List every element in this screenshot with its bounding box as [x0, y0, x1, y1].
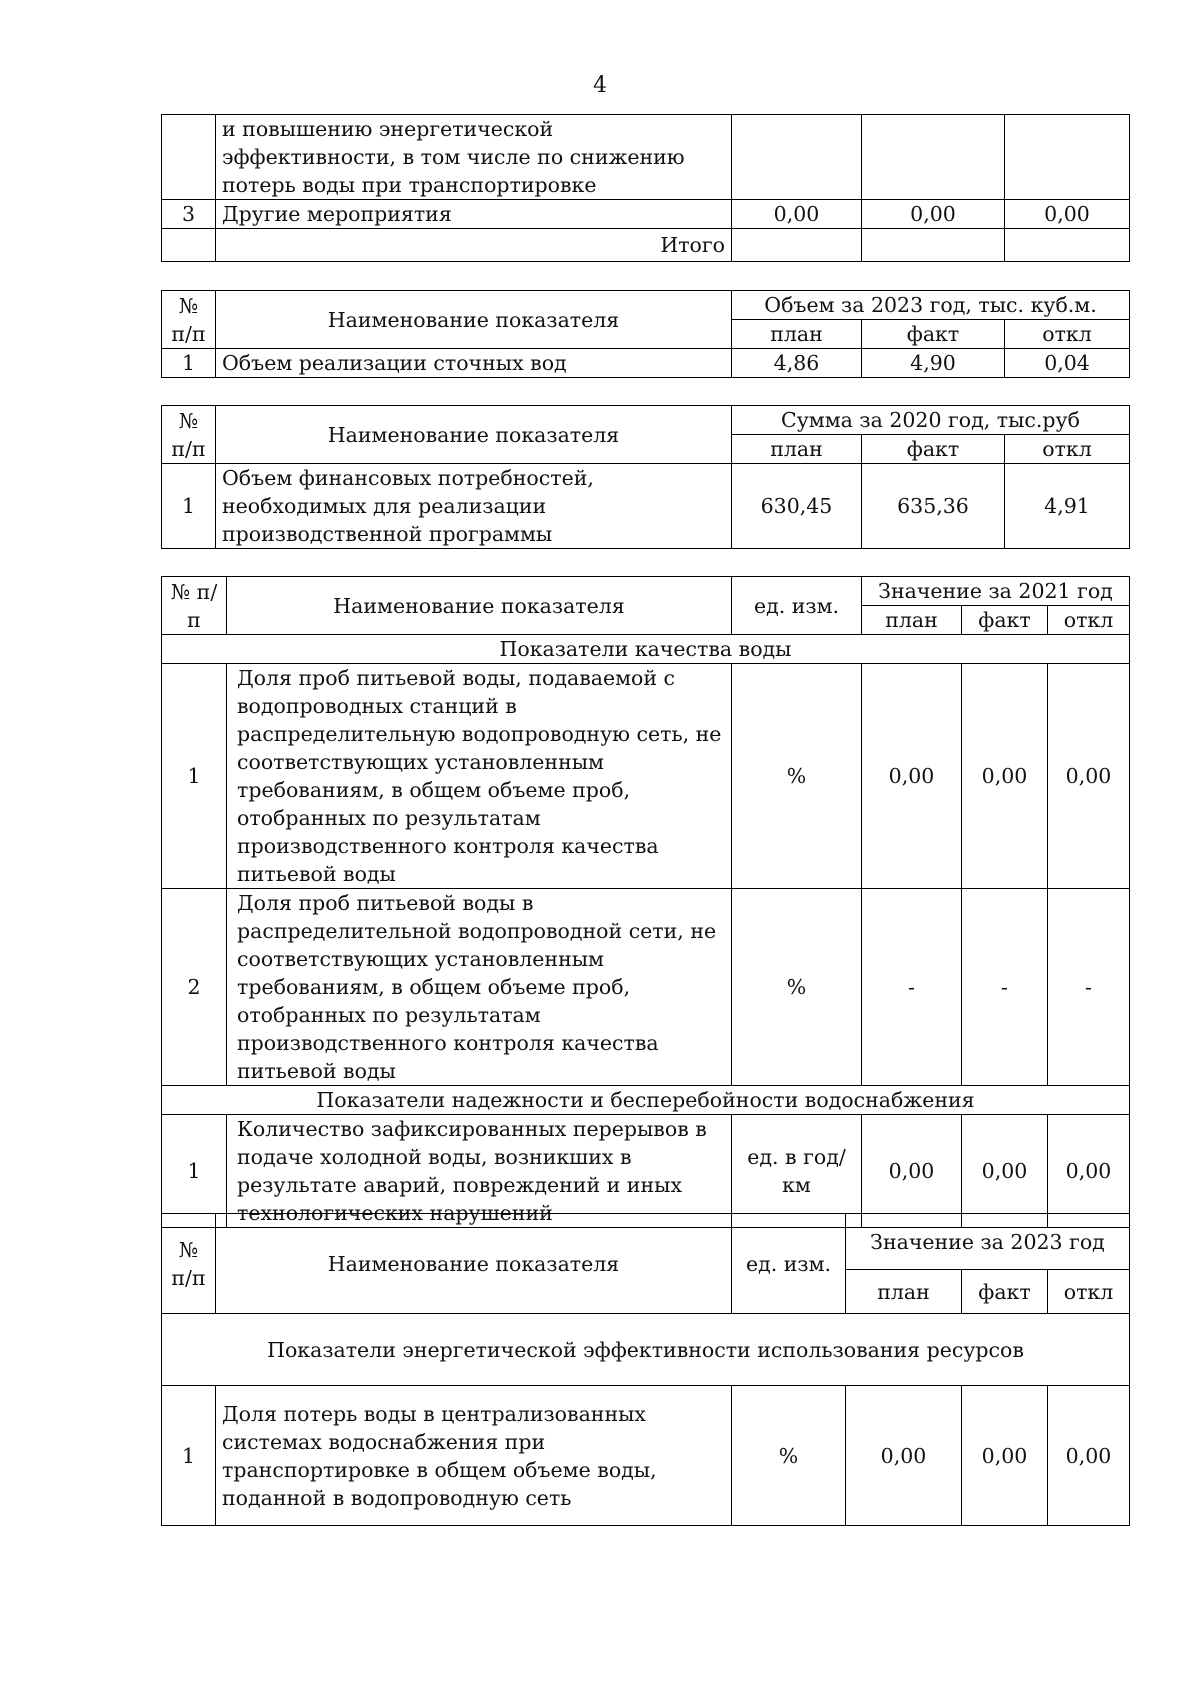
plan-value: 630,45	[732, 464, 862, 549]
header-row	[162, 1214, 1130, 1270]
plan-value: -	[862, 889, 962, 1086]
table-row	[162, 115, 1130, 200]
unit-value: %	[732, 664, 862, 889]
section-row	[162, 635, 1130, 664]
table-row	[162, 664, 1130, 889]
measures-table	[161, 114, 1130, 262]
measure-name: и повышению энергетической эффективности, в том числе по снижению потерь воды при транспортировке	[216, 115, 732, 200]
section-row	[162, 1314, 1130, 1386]
row-number: 3	[162, 200, 216, 229]
header-row	[162, 406, 1130, 435]
header-plan: план	[732, 320, 862, 349]
header-num: № п/п	[162, 1214, 216, 1314]
table-row	[162, 1115, 1130, 1228]
table-row	[162, 464, 1130, 549]
fact-value: 0,00	[962, 1386, 1048, 1526]
value-cell	[1005, 229, 1130, 262]
row-number: 1	[162, 349, 216, 378]
row-number: 1	[162, 664, 227, 889]
value-cell	[862, 229, 1005, 262]
row-number: 2	[162, 889, 227, 1086]
header-name: Наименование показателя	[227, 577, 732, 635]
header-row	[162, 577, 1130, 606]
plan-value: 0,00	[846, 1386, 962, 1526]
header-group: Значение за 2023 год	[846, 1214, 1130, 1270]
financial-needs-table	[161, 405, 1130, 549]
header-num: № п/п	[162, 291, 216, 349]
header-plan: план	[862, 606, 962, 635]
header-fact: факт	[962, 1270, 1048, 1314]
header-deviation: откл	[1048, 606, 1130, 635]
section-row	[162, 1086, 1130, 1115]
section-title: Показатели энергетической эффективности использования ресурсов	[162, 1314, 1130, 1386]
indicator-name: Доля проб питьевой воды в распределительной водопроводной сети, не соответствующих установленным требованиям, в общем объеме проб, отобранных по результатам производственного контроля качества питьевой воды	[227, 889, 732, 1086]
value-cell: 0,00	[1005, 200, 1130, 229]
header-plan: план	[846, 1270, 962, 1314]
table-row	[162, 1386, 1130, 1526]
fact-value: 0,00	[962, 664, 1048, 889]
row-number: 1	[162, 1386, 216, 1526]
header-group: Объем за 2023 год, тыс. куб.м.	[732, 291, 1130, 320]
table-row	[162, 229, 1130, 262]
header-unit: ед. изм.	[732, 1214, 846, 1314]
indicator-name: Объем финансовых потребностей, необходимых для реализации производственной программы	[216, 464, 732, 549]
row-number	[162, 229, 216, 262]
value-cell	[1005, 115, 1130, 200]
header-fact: факт	[862, 435, 1005, 464]
fact-value: 4,90	[862, 349, 1005, 378]
deviation-value: 0,04	[1005, 349, 1130, 378]
header-name: Наименование показателя	[216, 291, 732, 349]
indicator-name: Объем реализации сточных вод	[216, 349, 732, 378]
energy-efficiency-table	[161, 1213, 1130, 1526]
plan-value: 4,86	[732, 349, 862, 378]
table-row	[162, 349, 1130, 378]
deviation-value: 4,91	[1005, 464, 1130, 549]
value-cell	[732, 115, 862, 200]
row-number	[162, 115, 216, 200]
row-number: 1	[162, 464, 216, 549]
header-fact: факт	[962, 606, 1048, 635]
header-deviation: откл	[1005, 435, 1130, 464]
header-name: Наименование показателя	[216, 1214, 732, 1314]
deviation-value: -	[1048, 889, 1130, 1086]
fact-value: -	[962, 889, 1048, 1086]
section-title: Показатели качества воды	[162, 635, 1130, 664]
header-name: Наименование показателя	[216, 406, 732, 464]
deviation-value: 0,00	[1048, 1115, 1130, 1228]
unit-value: ед. в год/км	[732, 1115, 862, 1228]
value-cell	[732, 229, 862, 262]
section-title: Показатели надежности и бесперебойности водоснабжения	[162, 1086, 1130, 1115]
quality-indicators-table	[161, 576, 1130, 1228]
plan-value: 0,00	[862, 664, 962, 889]
indicator-name: Количество зафиксированных перерывов в подаче холодной воды, возникших в результате аварий, повреждений и иных технологических нарушений	[227, 1115, 732, 1228]
header-row	[162, 291, 1130, 320]
value-cell: 0,00	[862, 200, 1005, 229]
value-cell: 0,00	[732, 200, 862, 229]
header-group: Сумма за 2020 год, тыс.руб	[732, 406, 1130, 435]
table-row	[162, 889, 1130, 1086]
header-plan: план	[732, 435, 862, 464]
header-unit: ед. изм.	[732, 577, 862, 635]
header-deviation: откл	[1005, 320, 1130, 349]
header-num: № п/п	[162, 406, 216, 464]
unit-value: %	[732, 1386, 846, 1526]
deviation-value: 0,00	[1048, 664, 1130, 889]
page-number: 4	[593, 73, 607, 98]
header-deviation: откл	[1048, 1270, 1130, 1314]
unit-value: %	[732, 889, 862, 1086]
plan-value: 0,00	[862, 1115, 962, 1228]
deviation-value: 0,00	[1048, 1386, 1130, 1526]
indicator-name: Доля проб питьевой воды, подаваемой с водопроводных станций в распределительную водопроводную сеть, не соответствующих установленным требованиям, в общем объеме проб, отобранных по результатам производственного контроля качества питьевой воды	[227, 664, 732, 889]
measure-name: Другие мероприятия	[216, 200, 732, 229]
header-num: № п/п	[162, 577, 227, 635]
wastewater-volume-table	[161, 290, 1130, 378]
header-fact: факт	[862, 320, 1005, 349]
table-row	[162, 200, 1130, 229]
value-cell	[862, 115, 1005, 200]
total-label: Итого	[216, 229, 732, 262]
fact-value: 635,36	[862, 464, 1005, 549]
header-group: Значение за 2021 год	[862, 577, 1130, 606]
indicator-name: Доля потерь воды в централизованных системах водоснабжения при транспортировке в общем объеме воды, поданной в водопроводную сеть	[216, 1386, 732, 1526]
fact-value: 0,00	[962, 1115, 1048, 1228]
row-number: 1	[162, 1115, 227, 1228]
